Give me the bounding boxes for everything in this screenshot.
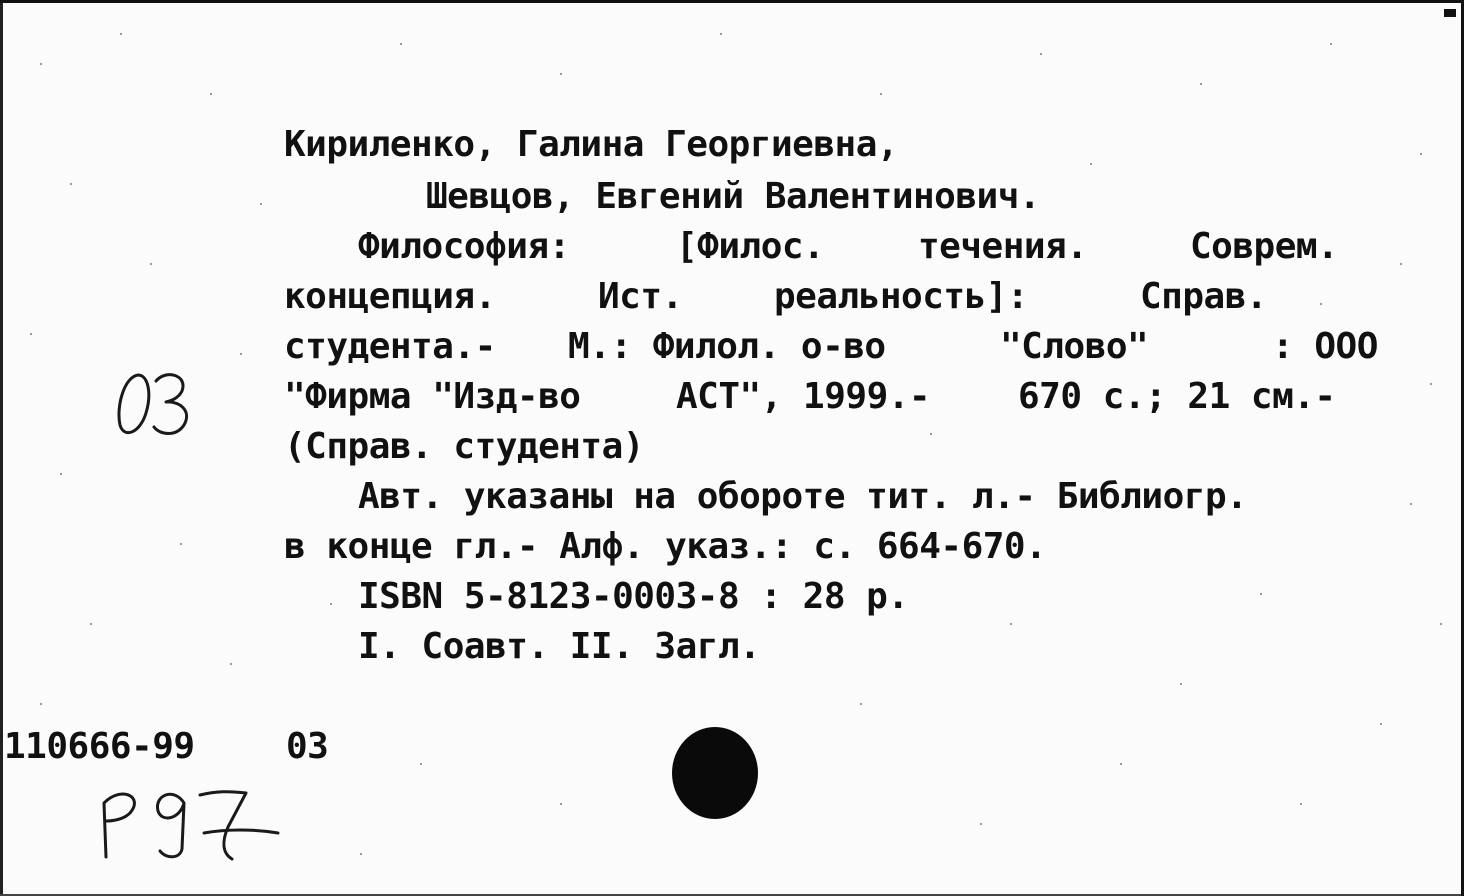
title-line-2c: реальность]:	[774, 276, 1029, 317]
title-line-1d: Соврем.	[1190, 226, 1339, 267]
heading-author-2: Шевцов, Евгений Валентинович.	[426, 176, 1041, 217]
title-line-4c: 670 с.; 21 см.-	[1018, 376, 1336, 417]
title-line-4b: АСТ", 1999.-	[676, 376, 931, 417]
title-line-4a: "Фирма "Изд-во	[284, 376, 581, 417]
card-code: 03	[286, 726, 329, 767]
title-line-2d: Справ.	[1140, 276, 1268, 317]
tracing-line: I. Соавт. II. Загл.	[358, 626, 761, 667]
title-line-2a: концепция.	[284, 276, 496, 317]
title-line-5: (Справ. студента)	[284, 426, 644, 467]
title-line-3b: М.: Филол. о-во	[568, 326, 886, 367]
title-line-3a: студента.-	[284, 326, 496, 367]
handwritten-section-mark	[104, 367, 200, 443]
title-line-3c: "Слово"	[1000, 326, 1149, 367]
note-line-1: Авт. указаны на обороте тит. л.- Библиогр.	[358, 476, 1248, 517]
title-line-1b: [Филос.	[676, 226, 825, 267]
title-line-2b: Ист.	[598, 276, 683, 317]
card-number: 110666-99	[4, 726, 195, 767]
note-line-2: в конце гл.- Алф. указ.: с. 664-670.	[284, 526, 1047, 567]
punch-hole	[672, 727, 758, 819]
title-line-1c: течения.	[918, 226, 1088, 267]
title-line-1a: Философия:	[358, 226, 570, 267]
isbn-line: ISBN 5-8123-0003-8 : 28 р.	[358, 576, 909, 617]
title-line-3d: : ООО	[1272, 326, 1378, 367]
heading-author-1: Кириленко, Галина Георгиевна,	[284, 124, 899, 165]
handwritten-shelf-mark	[96, 781, 286, 865]
